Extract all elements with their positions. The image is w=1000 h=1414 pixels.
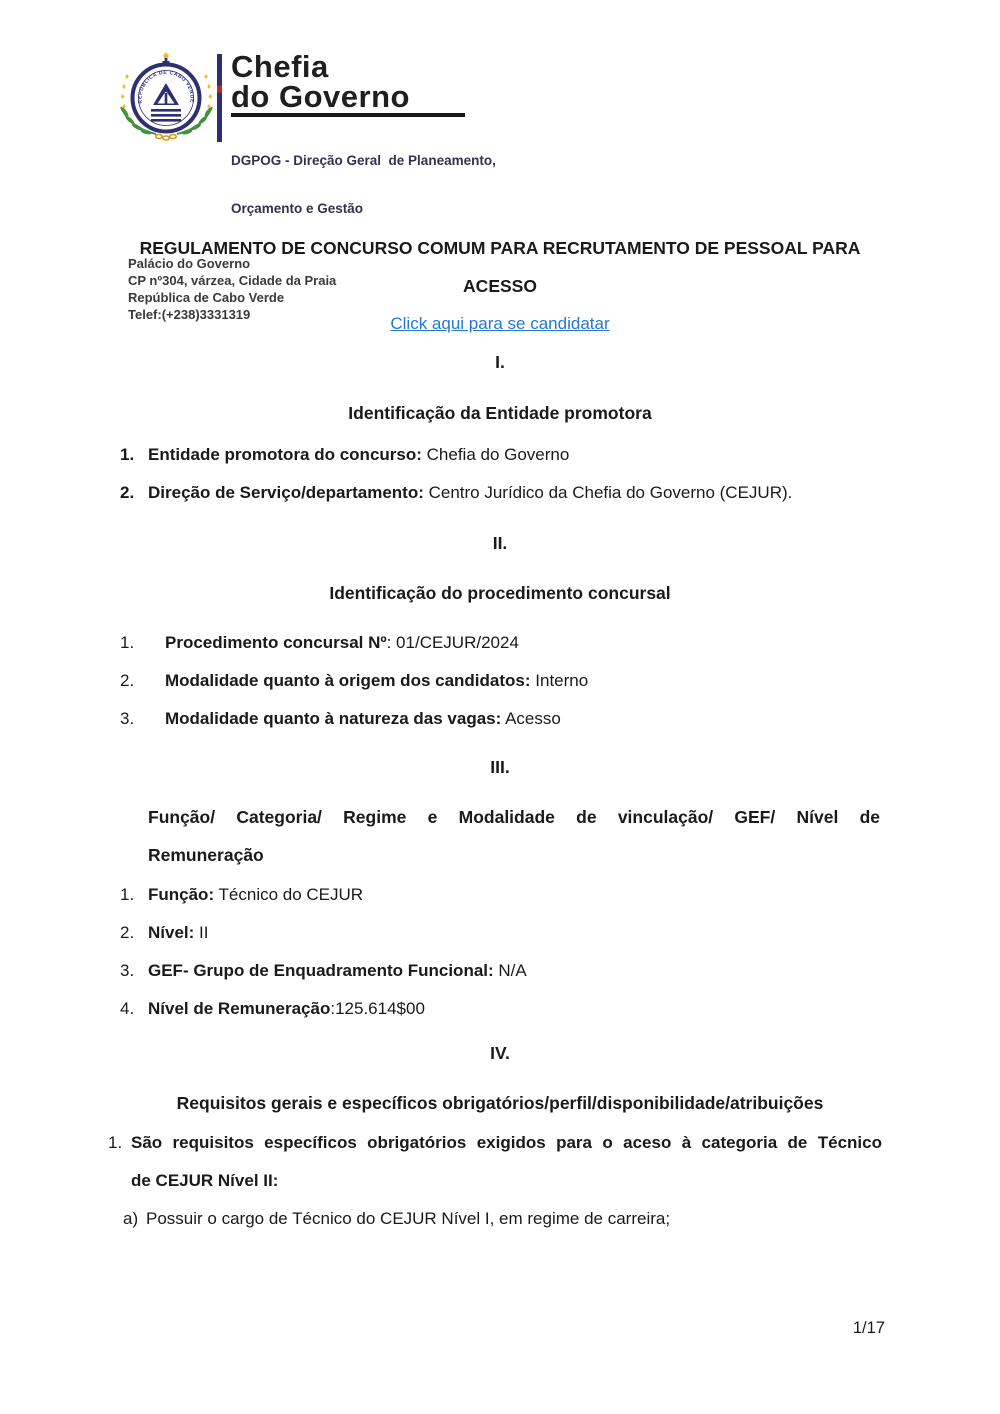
item-text: GEF- Grupo de Enquadramento Funcional: N/A [148, 961, 527, 980]
item-text: Direção de Serviço/departamento: Centro Jurídico da Chefia do Governo (CEJUR). [148, 483, 793, 502]
section-heading-2: Identificação do procedimento concursal [329, 583, 671, 603]
section-heading-4: Requisitos gerais e específicos obrigatórios/perfil/disponibilidade/atribuições [176, 1093, 824, 1113]
section-numeral-3: III. [490, 757, 510, 777]
section-numeral-1: I. [495, 352, 505, 372]
item-marker: 1. [120, 885, 135, 904]
org-name-line1: Chefia [231, 49, 329, 84]
section-numeral-2: II. [492, 533, 508, 553]
section-numeral-4: IV. [490, 1043, 510, 1063]
item-text: Entidade promotora do concurso: Chefia do Governo [148, 445, 570, 464]
dept-line1: DGPOG - Direção Geral de Planeamento, [231, 153, 496, 168]
address-line: Telef:(+238)3331319 [128, 307, 251, 322]
item-text: Nível: II [148, 923, 209, 942]
emblem-ring-text: REPÚBLICA DE CABO VERDE [137, 69, 195, 104]
address-line: Palácio do Governo [128, 256, 251, 271]
list-item [0, 952, 1000, 990]
item-marker: 3. [120, 709, 135, 728]
org-name-line2: do Governo [231, 82, 465, 117]
item-text: Modalidade quanto à natureza das vagas: Acesso [165, 709, 561, 728]
list-item [0, 1200, 1000, 1238]
item-text: Modalidade quanto à origem dos candidatos: Interno [165, 671, 589, 690]
list-item [0, 876, 1000, 914]
title-line1: REGULAMENTO DE CONCURSO COMUM PARA RECRUTAMENTO DE PESSOAL PARA [139, 238, 861, 258]
logo-divider [217, 54, 222, 142]
list-item [0, 436, 1000, 474]
org-name [231, 49, 496, 117]
list-item [0, 700, 1000, 738]
item-text: Função: Técnico do CEJUR [148, 885, 364, 904]
item-marker: 1. [120, 445, 135, 464]
item-marker: 2. [120, 923, 135, 942]
item-marker: 4. [120, 999, 135, 1018]
list-item [0, 624, 1000, 662]
item-text: Possuir o cargo de Técnico do CEJUR Nível I, em regime de carreira; [146, 1209, 671, 1228]
address-line: República de Cabo Verde [128, 290, 285, 305]
list-item [0, 1124, 1000, 1200]
title-line2: ACESSO [463, 276, 537, 296]
list-item [0, 662, 1000, 700]
apply-link-row [0, 305, 1000, 343]
section-heading-1: Identificação da Entidade promotora [348, 403, 652, 423]
item-text: Procedimento concursal Nº: 01/CEJUR/2024 [165, 633, 519, 652]
item-text: Nível de Remuneração:125.614$00 [148, 999, 425, 1018]
list-item [0, 914, 1000, 952]
list-item [0, 474, 1000, 512]
page-number: 1/17 [852, 1319, 885, 1337]
document-body [0, 229, 1000, 1238]
section-heading-3: Função/ Categoria/ Regime e Modalidade de vinculação/ GEF/ Nível de Remuneração [148, 807, 880, 865]
document-title [0, 229, 1000, 305]
address-line: CP nº304, várzea, Cidade da Praia [128, 273, 337, 288]
dept-line2: Orçamento e Gestão [231, 201, 364, 216]
item-marker: 1. [120, 633, 135, 652]
item-marker: 1. [108, 1133, 123, 1152]
item-marker: 2. [120, 671, 135, 690]
item-marker: 3. [120, 961, 135, 980]
apply-link[interactable]: Click aqui para se candidatar [390, 314, 610, 333]
item-marker: a) [123, 1209, 139, 1228]
item-marker: 2. [120, 483, 135, 502]
list-item [0, 990, 1000, 1028]
item-text: São requisitos específicos obrigatórios exigidos para o aceso à categoria de Técnico de CEJUR Nível II: [131, 1133, 882, 1190]
cabo-verde-emblem-icon [118, 52, 215, 144]
